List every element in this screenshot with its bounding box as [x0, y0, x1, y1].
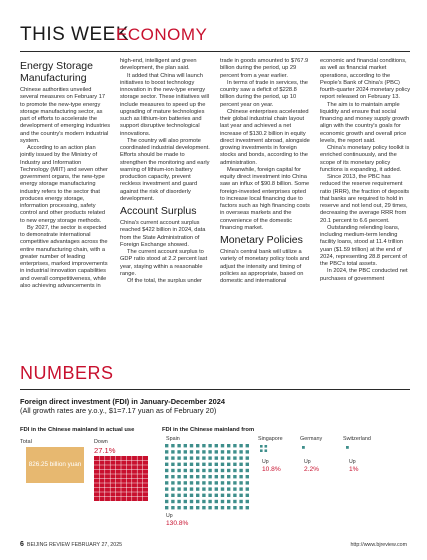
spain-square [184, 475, 187, 478]
spain-square [190, 475, 193, 478]
spain-square [165, 494, 168, 497]
page-header [20, 24, 410, 52]
country-switzerland: Switzerland [343, 436, 371, 442]
spain-square [196, 500, 199, 503]
spain-square [165, 506, 168, 509]
singapore-up-label: Up [262, 459, 269, 465]
spain-square [221, 500, 224, 503]
paragraph: Chinese enterprises accelerated their global industrial chain layout last year and achieved a net increase of $130.2 billion in equity direct investment abroad, alongside growing investments in foreign stocks and bonds, according to the administration. [220, 108, 310, 166]
spain-square [221, 469, 224, 472]
paragraph: China's current account surplus reached $422 billion in 2024, data from the State Administration of Foreign Exchange showed. [120, 220, 206, 248]
spain-square [184, 444, 187, 447]
fdi-note: (All growth rates are y.o.y., $1=7.17 yuan as of February 20) [20, 406, 217, 415]
spain-square [215, 500, 218, 503]
spain-square [196, 456, 199, 459]
total-label: Total [20, 439, 32, 445]
spain-square [233, 456, 236, 459]
spain-up-value: 130.8% [166, 520, 189, 527]
paragraph: The aim is to maintain ample liquidity and ensure that social financing and money supply growth align with the country's goals for economic growth and overall price levels, the report said. [320, 101, 410, 144]
footer-publication [20, 541, 122, 548]
spain-square [246, 456, 249, 459]
header-section: ECONOMY [116, 25, 208, 44]
spain-square [190, 506, 193, 509]
germany-square [302, 446, 307, 451]
spain-square [190, 463, 193, 466]
spain-square [215, 506, 218, 509]
paragraph: Outstanding relending loans, including medium-term lending facility loans, stood at 11.4 trillion yuan ($1.59 trillion) at the end of 2024, representing 28.8 percent of the PBC's total assets. [320, 224, 407, 267]
spain-square [165, 469, 168, 472]
spain-square [190, 494, 193, 497]
spain-square [196, 475, 199, 478]
spain-square [202, 500, 205, 503]
spain-square [177, 481, 180, 484]
spain-square [239, 500, 242, 503]
spain-square [196, 469, 199, 472]
country-spain: Spain [166, 436, 180, 442]
spain-square [202, 494, 205, 497]
divider [20, 389, 410, 390]
spain-square [208, 500, 211, 503]
paragraph: Since 2013, the PBC has reduced the reserve requirement ratio (RRR), the fraction of deposits that banks are required to hold in reserve and not lend out, 29 times, decreasing the average RRR from 20.1 percent to 6.6 percent. [320, 174, 410, 224]
paragraph: Meanwhile, foreign capital for equity direct investment into China saw an influx of $90.8 billion. Some foreign-invested enterprises opted to increase local financing due to factors such as high financing costs in overseas markets and the convenience of the domestic financing market. [220, 166, 310, 231]
paragraph: China's central bank will utilize a variety of monetary policy tools and adjust the intensity and timing of policies as appropriate, based on domestic and international [220, 249, 310, 284]
heading-energy-storage: Energy Storage Manufacturing [20, 60, 93, 84]
spain-square [202, 487, 205, 490]
spain-square [233, 481, 236, 484]
spain-square [233, 500, 236, 503]
fdi-title: Foreign direct investment (FDI) in January-December 2024 [20, 397, 225, 406]
spain-square [215, 487, 218, 490]
panel-by-source-title: FDI in the Chinese mainland from [162, 427, 255, 433]
spain-square [202, 444, 205, 447]
spain-square [246, 463, 249, 466]
spain-square [171, 487, 174, 490]
spain-square [221, 463, 224, 466]
paragraph: It added that China will launch initiatives to boost technology innovation in the new-type energy storage sector. These initiatives will include measures to speed up the upgrading of mature technologies such as lithium-ion batteries and support disruptive technological innovations. [120, 72, 210, 137]
spain-square [221, 475, 224, 478]
spain-square [202, 481, 205, 484]
spain-square [184, 463, 187, 466]
spain-square [171, 500, 174, 503]
spain-square [227, 444, 230, 447]
publication-line: BEIJING REVIEW FEBRUARY 27, 2025 [26, 542, 123, 548]
switzerland-up-value: 1% [349, 466, 359, 473]
spain-square [221, 487, 224, 490]
country-germany: Germany [300, 436, 323, 442]
down-percent-square-grid [94, 456, 148, 501]
spain-square [227, 487, 230, 490]
switzerland-square [346, 446, 351, 451]
spain-square [184, 487, 187, 490]
spain-square [239, 494, 242, 497]
spain-up-label: Up [166, 513, 173, 519]
spain-square [196, 444, 199, 447]
spain-square [239, 481, 242, 484]
spain-square [177, 494, 180, 497]
paragraph: trade in goods amounted to $767.9 billion during the period, up 29 percent from a year earlier. [220, 58, 309, 79]
paragraph: Of the total, the surplus under [127, 278, 202, 284]
spain-square [227, 494, 230, 497]
article-column-4 [320, 58, 411, 356]
germany-up-label: Up [304, 459, 311, 465]
spain-square [215, 469, 218, 472]
spain-square [246, 481, 249, 484]
spain-square [215, 450, 218, 453]
spain-square [233, 487, 236, 490]
spain-square [184, 456, 187, 459]
spain-square [233, 463, 236, 466]
spain-square [177, 506, 180, 509]
down-value: 27.1% [94, 446, 116, 455]
spain-square [227, 456, 230, 459]
spain-square [196, 487, 199, 490]
spain-square [202, 506, 205, 509]
spain-square [221, 456, 224, 459]
spain-square [184, 469, 187, 472]
spain-square [208, 444, 211, 447]
spain-square [233, 506, 236, 509]
article-column-2 [120, 58, 211, 356]
spain-square [177, 463, 180, 466]
spain-square [190, 500, 193, 503]
spain-square [246, 500, 249, 503]
spain-square [208, 450, 211, 453]
spain-square [239, 475, 242, 478]
spain-square [196, 463, 199, 466]
spain-square [171, 494, 174, 497]
switzerland-up-label: Up [349, 459, 356, 465]
spain-square [227, 506, 230, 509]
article-column-1 [20, 58, 111, 356]
spain-square [184, 481, 187, 484]
total-value-box [26, 447, 84, 483]
spain-square [177, 444, 180, 447]
spain-square [239, 463, 242, 466]
spain-square [233, 475, 236, 478]
spain-square [202, 469, 205, 472]
spain-square [215, 494, 218, 497]
spain-square [208, 494, 211, 497]
spain-square [233, 450, 236, 453]
spain-square [190, 444, 193, 447]
spain-square [221, 444, 224, 447]
spain-square [215, 463, 218, 466]
spain-square [177, 487, 180, 490]
header-title: THIS WEEK [20, 24, 130, 45]
spain-square [227, 469, 230, 472]
spain-square-grid [165, 444, 253, 510]
spain-square [246, 444, 249, 447]
spain-square [227, 481, 230, 484]
spain-square [165, 450, 168, 453]
spain-square [239, 450, 242, 453]
spain-square [177, 469, 180, 472]
spain-square [171, 463, 174, 466]
footer-url[interactable]: http://www.bjreview.com [350, 542, 407, 548]
spain-square [202, 475, 205, 478]
spain-square [165, 444, 168, 447]
spain-square [246, 450, 249, 453]
singapore-up-value: 10.8% [262, 466, 281, 473]
down-label: Down [94, 439, 108, 445]
spain-square [221, 506, 224, 509]
paragraph: Chinese authorities unveiled several measures on February 17 to promote the new-type energy storage manufacturing sector, as part of efforts to accelerate the development of emerging industries and the country's modern industrial system. [20, 87, 111, 144]
heading-monetary-policies: Monetary Policies [220, 234, 303, 246]
spain-square [239, 456, 242, 459]
spain-square [227, 500, 230, 503]
spain-square [208, 487, 211, 490]
spain-square [208, 475, 211, 478]
spain-square [215, 475, 218, 478]
spain-square [221, 450, 224, 453]
spain-square [227, 450, 230, 453]
spain-square [202, 456, 205, 459]
spain-square [208, 481, 211, 484]
spain-square [239, 487, 242, 490]
spain-square [177, 500, 180, 503]
spain-square [227, 475, 230, 478]
spain-square [190, 456, 193, 459]
spain-square [196, 450, 199, 453]
paragraph: China's monetary policy toolkit is enriched continuously, and the scope of its monetary policy functions is expanding, it added. [320, 145, 410, 173]
paragraph: The country will also promote coordinated industrial development. Efforts should be made to strengthen the monitoring and early warning of lithium-ion battery production capacity, prevent reckless investment and guard against the risk of disorderly development. [120, 137, 210, 202]
paragraph: high-end, intelligent and green development, the plan said. [120, 58, 197, 72]
spain-square [165, 475, 168, 478]
panel-actual-use-title: FDI in the Chinese mainland in actual use [20, 427, 135, 433]
spain-square [177, 475, 180, 478]
spain-square [246, 494, 249, 497]
heading-account-surplus: Account Surplus [120, 205, 197, 217]
spain-square [215, 444, 218, 447]
spain-square [190, 481, 193, 484]
paragraph: In terms of trade in services, the country saw a deficit of $228.8 billion during the period, up 10 percent year on year. [220, 79, 308, 108]
spain-square [190, 450, 193, 453]
spain-square [239, 469, 242, 472]
spain-square [208, 456, 211, 459]
spain-square [227, 463, 230, 466]
article-column-3 [220, 58, 311, 356]
spain-square [202, 450, 205, 453]
spain-square [239, 506, 242, 509]
paragraph: economic and financial conditions, as well as financial market operations, according to the People's Bank of China's (PBC) fourth-quarter 2024 monetary policy report released on February 13. [320, 58, 411, 101]
spain-square [177, 456, 180, 459]
spain-square [246, 475, 249, 478]
spain-square [208, 506, 211, 509]
spain-square [184, 506, 187, 509]
spain-square [171, 481, 174, 484]
spain-square [165, 481, 168, 484]
paragraph: In 2024, the PBC conducted net purchases of government [320, 268, 408, 282]
spain-square [246, 506, 249, 509]
spain-square [190, 487, 193, 490]
spain-square [221, 494, 224, 497]
spain-square [239, 444, 242, 447]
spain-square [215, 456, 218, 459]
article-columns [20, 58, 412, 356]
spain-square [171, 469, 174, 472]
spain-square [171, 475, 174, 478]
spain-square [196, 494, 199, 497]
spain-square [184, 500, 187, 503]
spain-square [184, 450, 187, 453]
spain-square [246, 469, 249, 472]
germany-up-value: 2.2% [304, 466, 320, 473]
spain-square [208, 463, 211, 466]
country-singapore: Singapore [258, 436, 283, 442]
spain-square [215, 481, 218, 484]
spain-square [233, 494, 236, 497]
spain-square [177, 450, 180, 453]
spain-square [165, 463, 168, 466]
spain-square [233, 444, 236, 447]
spain-square [208, 469, 211, 472]
spain-square [171, 456, 174, 459]
spain-square [233, 469, 236, 472]
spain-square [196, 481, 199, 484]
spain-square [190, 469, 193, 472]
spain-square [165, 456, 168, 459]
spain-square [165, 500, 168, 503]
paragraph: By 2027, the sector is expected to demonstrate international competitive advantages across the entire manufacturing chain, with a greater number of leading enterprises, marked improvements in industrial innovation capabilities and overall competitiveness, while also achieving advancements in [20, 224, 108, 289]
spain-square [196, 506, 199, 509]
singapore-square-grid [260, 445, 272, 452]
spain-square [202, 463, 205, 466]
spain-square [165, 487, 168, 490]
spain-square [246, 487, 249, 490]
spain-square [184, 494, 187, 497]
page-number: 6 [20, 541, 24, 548]
spain-square [171, 444, 174, 447]
spain-square [221, 481, 224, 484]
total-value: 826.25 billion yuan [28, 461, 82, 468]
paragraph: According to an action plan jointly issued by the Ministry of Industry and Information Technology (MIIT) and seven other government organs, the new-type energy storage manufacturing industry refers to the sector that produces energy storage, information processing, safety control and other products related to new energy storage methods. [20, 145, 108, 224]
numbers-title: NUMBERS [20, 363, 114, 383]
paragraph: The current account surplus to GDP ratio stood at 2.2 percent last year, staying within a reasonable range. [120, 249, 208, 277]
spain-square [171, 450, 174, 453]
spain-square [171, 506, 174, 509]
